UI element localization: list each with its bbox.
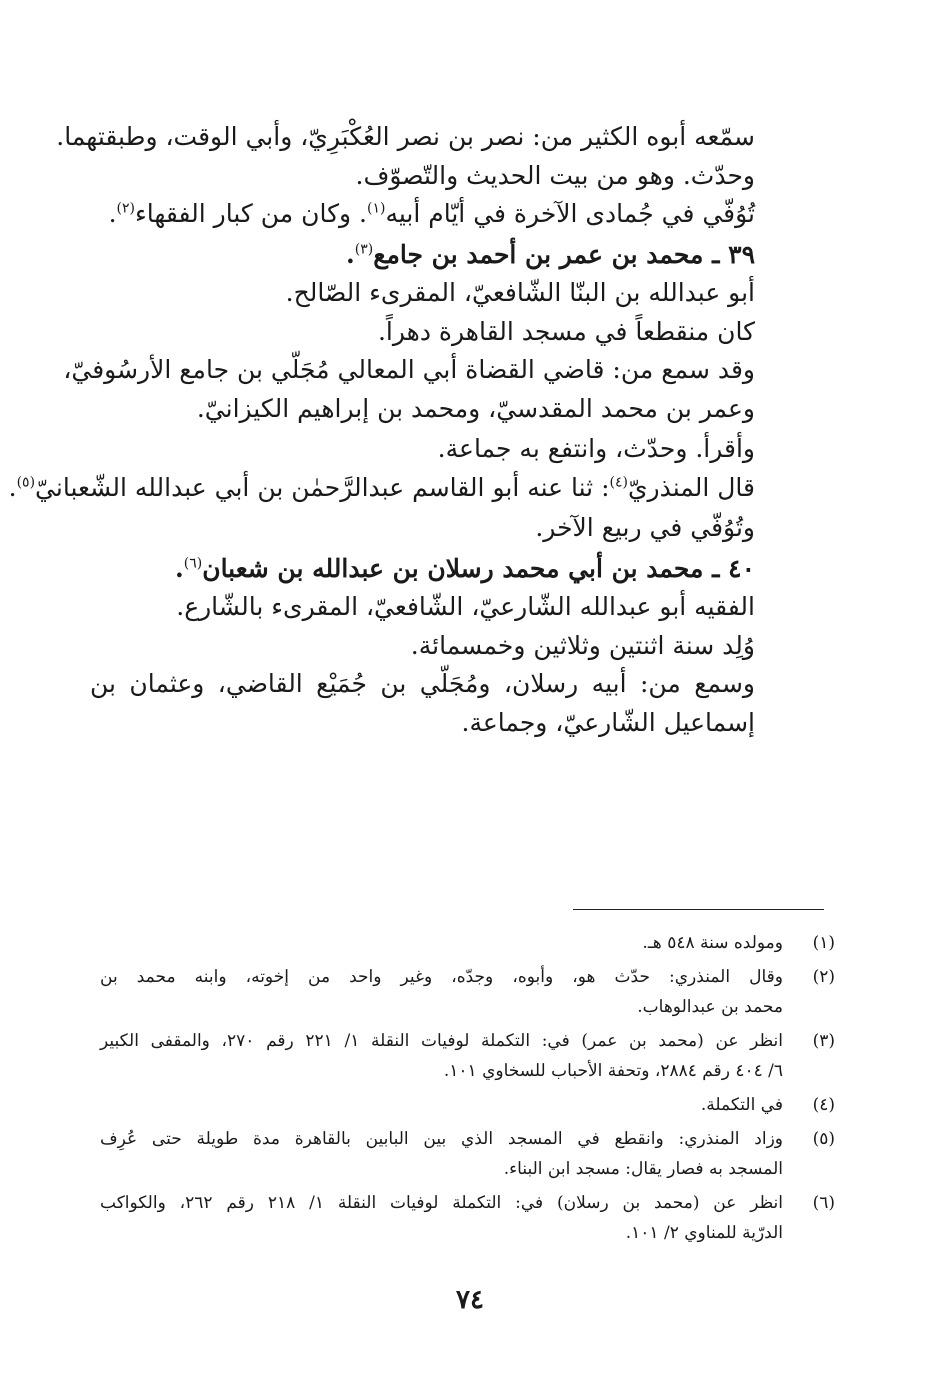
footnote-line: في التكملة. [700, 1095, 783, 1115]
footnote-line: وزاد المنذري: وانقطع في المسجد الذي بين البابين بالقاهرة مدة طويلة حتى عُرِف [100, 1129, 783, 1149]
footnote-ref[interactable]: (١) [366, 200, 386, 217]
text-line: أبو عبدالله بن البنّا الشّافعيّ، المقرىء الصّالح. [285, 278, 755, 307]
footnotes [100, 928, 835, 1252]
text-line [90, 195, 755, 234]
footnote-text [100, 1124, 783, 1184]
entry-heading-40 [90, 550, 755, 589]
entry-title: ٣٩ ـ محمد بن عمر بن أحمد بن جامع [373, 239, 755, 269]
footnote-ref[interactable]: (٦) [183, 555, 203, 572]
text-segment: . [346, 239, 355, 269]
footnote-separator [573, 909, 824, 910]
footnote-number: (٤) [812, 1095, 835, 1115]
text-segment: قال المنذريّ [627, 472, 755, 502]
footnote-number: (٦) [812, 1193, 835, 1213]
text-line: سمّعه أبوه الكثير من: نصر بن نصر العُكْبَرِيّ، وأبي الوقت، وطبقتهما. [56, 122, 755, 151]
text-segment: . [175, 553, 184, 583]
entry-heading-39 [90, 236, 755, 275]
footnote-line: انظر عن (محمد بن رسلان) في: التكملة لوفيات النقلة ١/ ٢١٨ رقم ٢٦٢، والكواكب [100, 1193, 784, 1213]
footnote-line: انظر عن (محمد بن عمر) في: التكملة لوفيات النقلة ١/ ٢٢١ رقم ٢٧٠، والمقفى الكبير [100, 1031, 783, 1051]
footnote-text [100, 1188, 783, 1248]
footnote-5 [100, 1124, 835, 1184]
text-segment: تُوُفّي في جُمادى الآخرة في أيّام أبيه [385, 199, 755, 228]
footnote-6 [100, 1188, 835, 1248]
footnote-4 [100, 1090, 835, 1120]
footnote-text [100, 928, 783, 958]
footnote-number: (٣) [812, 1031, 835, 1051]
text-line: وتُوُفّي في ربيع الآخر. [535, 513, 755, 542]
footnote-2 [100, 962, 835, 1022]
footnote-ref[interactable]: (٣) [354, 241, 374, 258]
footnote-1 [100, 928, 835, 958]
text-line: وحدّث. وهو من بيت الحديث والتّصوّف. [355, 160, 755, 190]
text-line: وُلِد سنة اثنتين وثلاثين وخمسمائة. [410, 630, 755, 660]
footnote-line: الدرّية للمناوي ٢/ ١٠١. [625, 1223, 783, 1243]
entry-title: ٤٠ ـ محمد بن أبي محمد رسلان بن عبدالله بن شعبان [202, 553, 755, 583]
text-line: وأقرأ. وحدّث، وانتفع به جماعة. [437, 434, 755, 463]
footnote-ref[interactable]: (٥) [16, 474, 36, 491]
footnote-number: (٥) [812, 1129, 835, 1149]
footnote-line: ٦/ ٤٠٤ رقم ٢٨٨٤، وتحفة الأحباب للسخاوي ١٠١. [443, 1061, 783, 1081]
text-segment: . [8, 472, 17, 502]
text-line [8, 469, 755, 508]
footnote-ref[interactable]: (٢) [116, 200, 135, 217]
footnote-line: وقال المنذري: حدّث هو، وأبوه، وجدّه، وغير واحد من إخوته، وابنه محمد بن [100, 967, 783, 987]
text-line: الفقيه أبو عبدالله الشّارعيّ، الشّافعيّ، المقرىء بالشّارع. [176, 592, 755, 621]
text-line: إسماعيل الشّارعيّ، وجماعة. [461, 707, 755, 737]
text-segment: . وكان من كبار الفقهاء [134, 199, 367, 228]
text-segment: : ثنا عنه أبو القاسم عبدالرَّحمٰن بن أبي عبدالله الشّعبانيّ [35, 472, 610, 502]
footnote-number: (٢) [812, 967, 835, 987]
footnote-3 [100, 1026, 835, 1086]
footnote-line: المسجد به فصار يقال: مسجد ابن البناء. [503, 1159, 783, 1179]
footnote-line: ومولده سنة ٥٤٨ هـ. [642, 933, 783, 953]
footnote-text [100, 962, 783, 1022]
footnote-ref[interactable]: (٤) [609, 474, 628, 491]
text-line: كان منقطعاً في مسجد القاهرة دهراً. [377, 316, 755, 346]
footnote-line: محمد بن عبدالوهاب. [637, 997, 783, 1017]
main-text [8, 118, 755, 742]
text-segment: . [108, 199, 117, 228]
page-number: ٧٤ [456, 1285, 484, 1315]
footnote-text [100, 1026, 783, 1086]
text-line: وسمع من: أبيه رسلان، ومُجَلّي بن جُمَيْع القاضي، وعثمان بن [90, 669, 755, 698]
footnote-number: (١) [812, 933, 835, 953]
text-line: وقد سمع من: قاضي القضاة أبي المعالي مُجَلّي بن جامع الأرسُوفيّ، [63, 355, 755, 384]
text-line: وعمر بن محمد المقدسيّ، ومحمد بن إبراهيم الكيزانيّ. [196, 393, 755, 423]
footnote-text [100, 1090, 783, 1120]
